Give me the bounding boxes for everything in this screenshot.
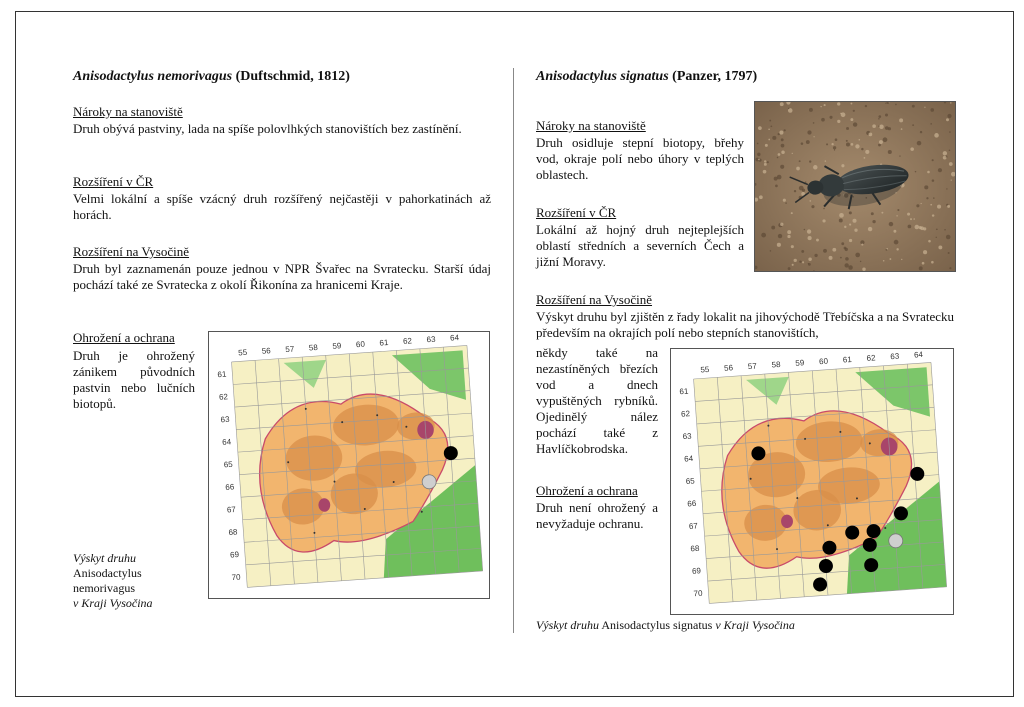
column-divider bbox=[513, 68, 514, 633]
right-col-label: 56 bbox=[723, 363, 734, 373]
right-col-label: 63 bbox=[890, 351, 900, 362]
left-col-label: 56 bbox=[261, 346, 272, 356]
right-caption-part-d: Kraji Vysočina bbox=[723, 618, 795, 632]
right-vys-text-cont: někdy také na nezastíněných březích vod a dnech vypuštěných rybníků. Ojedinělý nález pochází také z Havlíčkobrodska. bbox=[536, 345, 658, 456]
left-col-label: 58 bbox=[308, 342, 319, 353]
left-row-label: 65 bbox=[223, 459, 233, 470]
left-caption-species: Anisodactylus nemorivagus bbox=[73, 566, 142, 595]
left-habitat-heading: Nároky na stanoviště bbox=[73, 104, 183, 119]
left-col-label: 63 bbox=[426, 334, 436, 345]
right-col-label: 60 bbox=[818, 356, 829, 367]
left-vys-heading: Rozšíření na Vysočině bbox=[73, 244, 190, 259]
left-col-label: 64 bbox=[449, 333, 460, 343]
left-habitat-text: Druh obývá pastviny, lada na spíše polovlhkých stanovištích bez zastínění. bbox=[73, 121, 462, 136]
right-row-label: 63 bbox=[682, 431, 692, 442]
right-vys-heading: Rozšíření na Vysočině bbox=[536, 292, 653, 307]
right-cr-text: Lokální až hojný druh nejteplejších oblastí středních a severních Čech a jižní Moravy. bbox=[536, 222, 744, 269]
left-species-name: Anisodactylus nemorivagus bbox=[73, 69, 233, 84]
left-threat-heading: Ohrožení a ochrana bbox=[73, 330, 175, 345]
right-habitat-text: Druh osidluje stepní biotopy, břehy vod, okraje polí nebo úhory v teplých oblastech. bbox=[536, 135, 744, 182]
right-col-label: 62 bbox=[866, 353, 876, 363]
right-caption-part-c: v bbox=[715, 618, 721, 632]
right-row-label: 65 bbox=[685, 476, 695, 487]
left-col-label: 57 bbox=[285, 344, 295, 355]
right-threat-text: Druh není ohrožený a nevyžaduje ochranu. bbox=[536, 500, 658, 531]
right-habitat-heading: Nároky na stanoviště bbox=[536, 118, 646, 133]
right-col-label: 64 bbox=[913, 349, 924, 360]
right-row-label: 62 bbox=[680, 409, 691, 419]
left-row-label: 69 bbox=[229, 550, 240, 560]
right-col-label: 55 bbox=[700, 364, 710, 375]
right-row-label: 70 bbox=[693, 588, 703, 599]
left-col-label: 59 bbox=[332, 341, 342, 351]
left-row-label: 62 bbox=[218, 392, 229, 402]
left-cr-text: Velmi lokální a spíše vzácný druh rozšířený nejčastěji v pahorkatinách až horách. bbox=[73, 191, 491, 222]
left-distribution-map bbox=[208, 331, 490, 599]
left-col-label: 60 bbox=[355, 339, 366, 350]
right-species-author: (Panzer, 1797) bbox=[672, 69, 758, 84]
right-vys-text: Výskyt druhu byl zjištěn z řady lokalit na jihovýchodě Třebíčska a na Svratecku především na okrajích polí nebo stepních stanovištích, bbox=[536, 309, 954, 340]
right-row-label: 67 bbox=[688, 521, 699, 531]
right-map-caption bbox=[536, 618, 795, 633]
right-col-label: 59 bbox=[795, 358, 805, 368]
right-cr-heading: Rozšíření v ČR bbox=[536, 205, 617, 220]
left-col-label: 61 bbox=[379, 337, 389, 348]
left-threat-text: Druh je ohrožený zánikem původních pastvin nebo lučních biotopů. bbox=[73, 348, 195, 411]
left-map-caption bbox=[73, 551, 195, 611]
left-row-label: 64 bbox=[221, 437, 232, 447]
right-row-label: 66 bbox=[687, 498, 697, 509]
right-distribution-map bbox=[670, 348, 954, 615]
right-caption-part-a: Výskyt druhu bbox=[536, 618, 599, 632]
left-row-label: 70 bbox=[231, 572, 241, 583]
right-species-name: Anisodactylus signatus bbox=[536, 69, 669, 84]
right-threat-heading: Ohrožení a ochrana bbox=[536, 483, 638, 498]
left-map-svg bbox=[209, 332, 489, 598]
right-col-label: 58 bbox=[771, 359, 781, 370]
left-row-label: 66 bbox=[225, 482, 235, 492]
right-row-label: 64 bbox=[683, 453, 694, 464]
right-row-label: 68 bbox=[690, 543, 700, 554]
left-row-label: 68 bbox=[228, 527, 238, 538]
left-species-author: (Duftschmid, 1812) bbox=[235, 69, 350, 84]
left-caption-part-c: v bbox=[73, 596, 79, 610]
right-map-svg bbox=[671, 349, 953, 614]
right-caption-species: Anisodactylus signatus bbox=[601, 618, 713, 632]
left-row-label: 63 bbox=[220, 414, 230, 425]
right-row-label: 69 bbox=[691, 566, 702, 576]
left-old-record-dot bbox=[422, 474, 437, 489]
left-col-label: 55 bbox=[237, 347, 248, 358]
left-col-label: 62 bbox=[402, 336, 413, 346]
right-col-label: 61 bbox=[842, 354, 853, 365]
left-row-label: 61 bbox=[217, 369, 227, 380]
left-row-label: 67 bbox=[226, 504, 237, 515]
left-cr-heading: Rozšíření v ČR bbox=[73, 174, 154, 189]
beetle-photo-svg bbox=[755, 102, 955, 271]
left-vys-text: Druh byl zaznamenán pouze jednou v NPR Švařec na Svratecku. Starší údaj pochází také ze Svratecka z okolí Řikonína za hranicemi Kraje. bbox=[73, 261, 491, 292]
left-species-title bbox=[73, 69, 350, 85]
right-old-record-dot bbox=[888, 533, 903, 548]
beetle-photo bbox=[754, 101, 956, 272]
left-caption-part-a: Výskyt druhu bbox=[73, 551, 136, 565]
right-col-label: 57 bbox=[747, 361, 758, 372]
right-species-title bbox=[536, 69, 757, 85]
left-caption-part-d: Kraji Vysočina bbox=[81, 596, 153, 610]
right-row-label: 61 bbox=[679, 386, 689, 397]
